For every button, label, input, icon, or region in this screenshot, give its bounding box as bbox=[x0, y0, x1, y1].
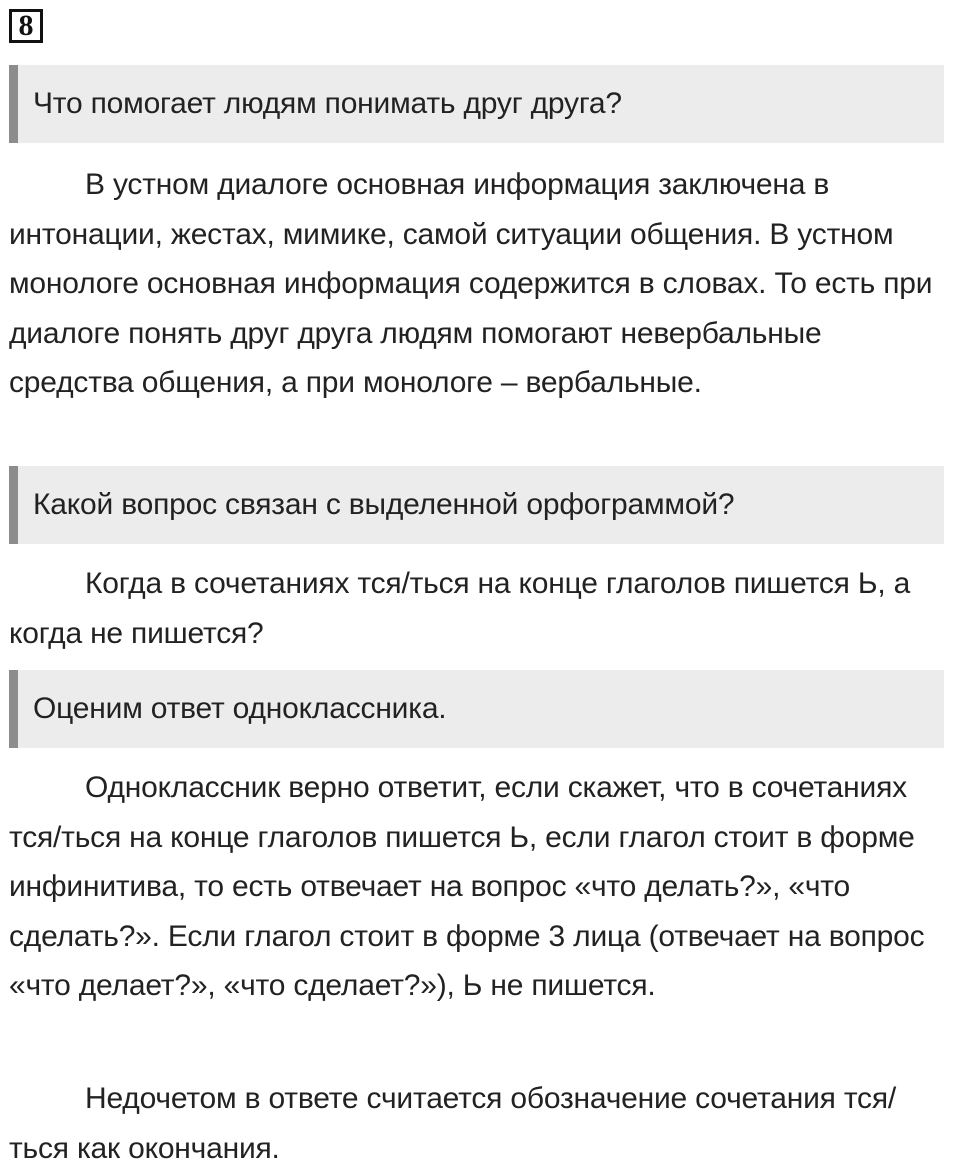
question-2-text: Какой вопрос связан с выделенной орфограммой? bbox=[33, 488, 735, 521]
task-number-badge: 8 bbox=[9, 9, 43, 43]
question-1-text: Что помогает людям понимать друг друга? bbox=[33, 87, 622, 120]
answer-3-note: Недочетом в ответе считается обозначение сочетания тся/ться как окончания. bbox=[9, 1082, 897, 1165]
question-3 bbox=[9, 670, 944, 748]
answer-2: Когда в сочетаниях тся/ться на конце глаголов пишется Ь, а когда не пишется? bbox=[9, 567, 911, 650]
question-3-text: Оценим ответ одноклассника. bbox=[33, 692, 447, 725]
question-2 bbox=[9, 466, 944, 544]
answer-3: Одноклассник верно ответит, если скажет, что в сочетаниях тся/ться на конце глаголов пишется Ь, если глагол стоит в форме инфинитива, то есть отвечает на вопрос «что делать?», «что сделать?». Если глагол стоит в форме 3 лица (отвечает на вопрос «что делает?», «что сделает?»), Ь не пишется. bbox=[9, 771, 925, 1002]
question-1 bbox=[9, 65, 944, 143]
answer-1: В устном диалоге основная информация заключена в интонации, жестах, мимике, самой ситуации общения. В устном монологе основная информация содержится в словах. То есть при диалоге понять друг друга людям помогают невербальные средства общения, а при монологе – вербальные. bbox=[9, 168, 933, 399]
